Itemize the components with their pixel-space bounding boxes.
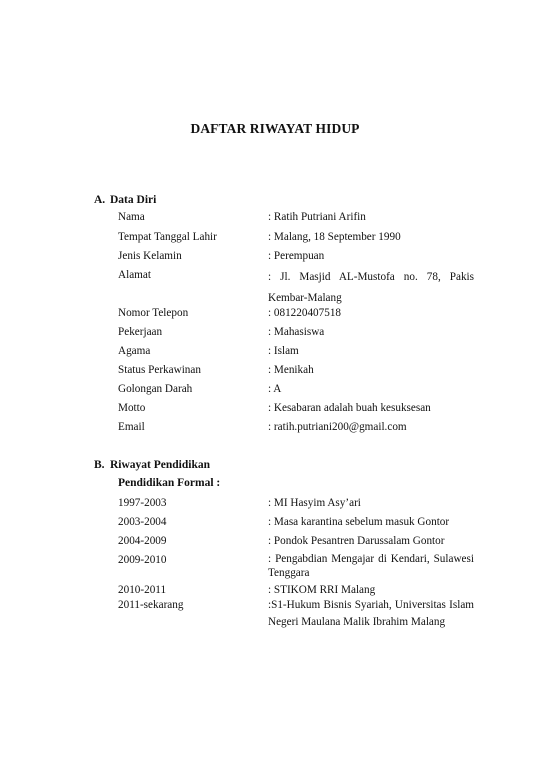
section-b-subheading: Pendidikan Formal : (118, 477, 221, 489)
field-label: Alamat (118, 269, 151, 281)
field-value: : Perempuan (268, 250, 325, 262)
field-value: : ratih.putriani200@gmail.com (268, 421, 407, 433)
field-label: 2009-2010 (118, 554, 167, 566)
field-value: : Ratih Putriani Arifin (268, 211, 366, 223)
field-value: : 081220407518 (268, 307, 342, 319)
section-a-letter: A. (94, 194, 106, 206)
field-value: : Kesabaran adalah buah kesuksesan (268, 402, 431, 414)
field-label: Status Perkawinan (118, 364, 201, 376)
field-label: Motto (118, 402, 146, 414)
field-label: 2003-2004 (118, 516, 167, 528)
field-value: : STIKOM RRI Malang (268, 584, 376, 596)
page-title: DAFTAR RIWAYAT HIDUP (190, 121, 360, 136)
field-value: : Pondok Pesantren Darussalam Gontor (268, 535, 445, 547)
field-value: : Islam (268, 345, 299, 357)
field-value: : Jl. Masjid AL-Mustofa no. 78, Pakis Kembar-Malang (268, 271, 474, 304)
field-value: : A (268, 383, 282, 395)
field-label: 2011-sekarang (118, 599, 184, 611)
field-label: 1997-2003 (118, 497, 167, 509)
field-value: :S1-Hukum Bisnis Syariah, Universitas Islam Negeri Maulana Malik Ibrahim Malang (268, 599, 474, 628)
field-value: : Malang, 18 September 1990 (268, 231, 401, 243)
field-label: Golongan Darah (118, 383, 193, 395)
field-value: : Pengabdian Mengajar di Kendari, Sulawesi Tenggara (268, 553, 474, 579)
section-b-title: Riwayat Pendidikan (110, 459, 211, 471)
section-b-letter: B. (94, 459, 105, 471)
field-value: : Masa karantina sebelum masuk Gontor (268, 516, 450, 528)
field-value: : Menikah (268, 364, 314, 376)
field-label: Nama (118, 211, 145, 223)
field-value: : MI Hasyim Asy’ari (268, 497, 361, 509)
field-label: Pekerjaan (118, 326, 163, 338)
field-label: 2010-2011 (118, 584, 167, 596)
field-label: 2004-2009 (118, 535, 167, 547)
field-label: Tempat Tanggal Lahir (118, 231, 217, 243)
field-label: Agama (118, 345, 151, 357)
section-a-heading (94, 194, 156, 206)
section-a-title: Data Diri (110, 194, 157, 206)
field-value: : Mahasiswa (268, 326, 325, 338)
field-label: Jenis Kelamin (118, 250, 182, 262)
section-b-heading (94, 459, 210, 471)
field-label: Email (118, 421, 145, 433)
field-label: Nomor Telepon (118, 307, 189, 319)
